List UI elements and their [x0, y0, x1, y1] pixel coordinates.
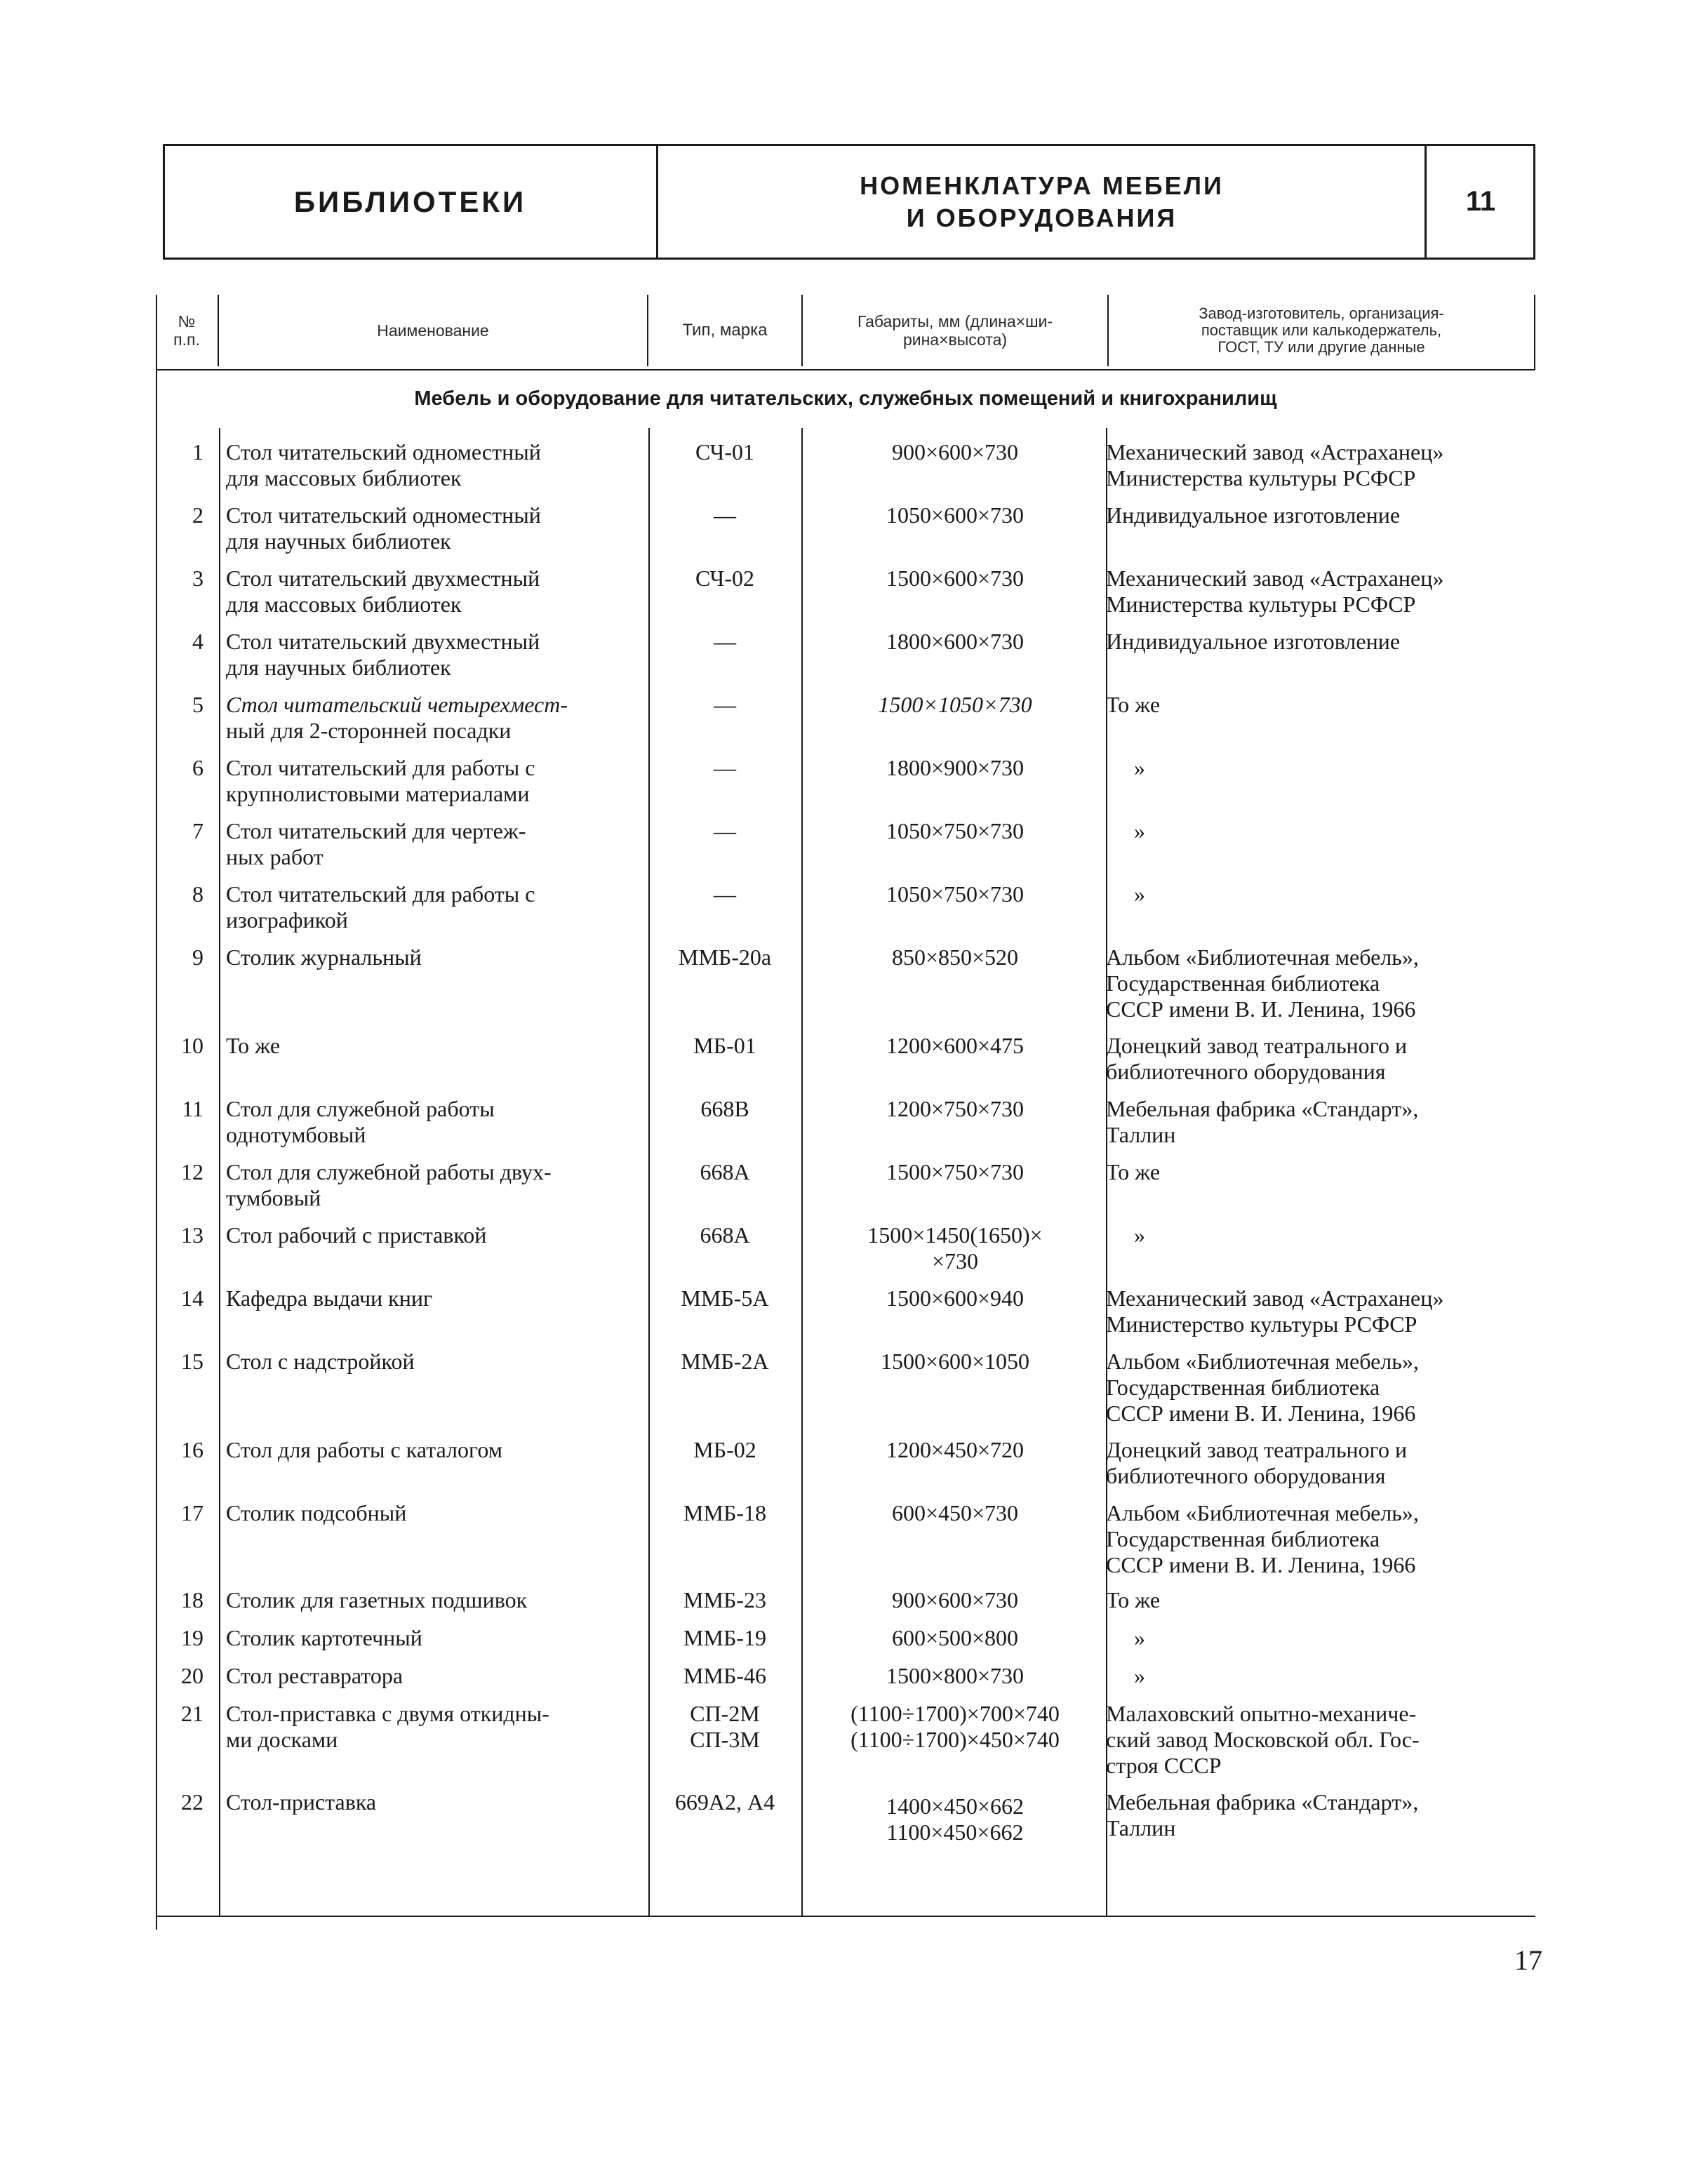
- item-type: [648, 1701, 801, 1753]
- item-dimensions: 1500×600×1050: [880, 1349, 1030, 1374]
- item-maker-line: »: [1134, 1663, 1145, 1688]
- item-maker-line: ский завод Московской обл. Гос-: [1106, 1727, 1420, 1752]
- item-dimensions: [803, 1222, 1107, 1274]
- sheet-number: 11: [1465, 186, 1496, 217]
- item-maker-line: Донецкий завод театрального и: [1106, 1437, 1408, 1462]
- item-maker-line: Индивидуальное изготовление: [1106, 629, 1401, 654]
- item-maker-line: Альбом «Библиотечная мебель»,: [1106, 944, 1419, 970]
- item-maker: [1106, 629, 1527, 655]
- item-name-line: Кафедра выдачи книг: [226, 1285, 433, 1311]
- item-maker: [1106, 566, 1527, 617]
- item-name-line: Стол читательский одноместный: [226, 439, 541, 465]
- item-dimensions: 1800×600×730: [886, 629, 1025, 654]
- item-maker-line: Министерства культуры РСФСР: [1106, 465, 1416, 490]
- item-maker: [1106, 1701, 1527, 1779]
- row-number: 3: [192, 566, 204, 591]
- item-maker-line: библиотечного оборудования: [1106, 1059, 1386, 1084]
- item-name-line: ных работ: [226, 844, 323, 869]
- item-maker-line: Альбом «Библиотечная мебель»,: [1106, 1500, 1419, 1525]
- item-dimensions-line: 1100×450×662: [886, 1819, 1024, 1845]
- col-header-line: №: [178, 312, 196, 330]
- row-number: 10: [181, 1033, 204, 1058]
- row-number: 8: [192, 881, 204, 907]
- item-maker-line: »: [1134, 881, 1145, 907]
- item-maker-line: Государственная библиотека: [1106, 1526, 1380, 1551]
- row-number: 2: [192, 502, 204, 528]
- col-header-dims: [803, 295, 1107, 366]
- item-maker-line: Мебельная фабрика «Стандарт»,: [1106, 1096, 1419, 1121]
- row-number: 18: [181, 1587, 204, 1612]
- row-number: 11: [182, 1096, 204, 1121]
- col-header-line: поставщик или калькодержатель,: [1201, 321, 1442, 339]
- item-maker-line: »: [1134, 1222, 1145, 1248]
- item-name-line: Стол-приставка с двумя откидны-: [226, 1701, 549, 1726]
- item-maker-line: Альбом «Библиотечная мебель»,: [1106, 1349, 1419, 1374]
- item-maker-line: Механический завод «Астраханец»: [1106, 439, 1444, 465]
- item-type: СЧ-02: [695, 566, 754, 591]
- item-maker: [1106, 502, 1527, 528]
- item-maker-line: Малаховский опытно-механиче-: [1106, 1701, 1417, 1726]
- row-number: 19: [181, 1625, 204, 1650]
- item-dimensions: 850×850×520: [891, 944, 1019, 970]
- item-dimensions-line: 1400×450×662: [886, 1793, 1025, 1819]
- item-dimensions: 900×600×730: [891, 439, 1019, 465]
- item-name-line: для научных библиотек: [226, 655, 451, 680]
- row-number: 12: [181, 1159, 204, 1184]
- item-name-line: однотумбовый: [226, 1122, 366, 1147]
- row-number: 15: [181, 1349, 204, 1374]
- item-maker-line: »: [1134, 755, 1145, 780]
- item-name-line: тумбовый: [226, 1185, 321, 1210]
- row-number: 13: [181, 1222, 204, 1248]
- row-number: 6: [192, 755, 204, 780]
- item-name-line: для массовых библиотек: [226, 592, 462, 617]
- page-number: 17: [1514, 1944, 1542, 1976]
- item-type: 668А: [700, 1222, 750, 1248]
- col-header-name: Наименование: [377, 321, 489, 340]
- item-type: —: [714, 818, 736, 843]
- document-title-line: И ОБОРУДОВАНИЯ: [906, 203, 1177, 232]
- item-maker: [1106, 1222, 1555, 1248]
- item-dimensions: 1500×750×730: [886, 1159, 1025, 1184]
- item-maker: [1106, 1663, 1555, 1689]
- item-maker: [1106, 1437, 1527, 1489]
- item-dimensions: 1500×600×940: [886, 1285, 1025, 1311]
- section-heading: Мебель и оборудование для читательских, служебных помещений и книгохранилищ: [414, 387, 1277, 410]
- item-name-line: Стол читательский двухместный: [226, 566, 540, 591]
- item-maker: [1106, 755, 1555, 781]
- col-header-type: Тип, марка: [682, 321, 768, 340]
- item-type: 669А2, А4: [674, 1789, 775, 1815]
- item-maker-line: Министерства культуры РСФСР: [1106, 592, 1416, 617]
- item-name-line: ми досками: [226, 1727, 338, 1752]
- item-type: —: [714, 502, 736, 528]
- col-header-line: ГОСТ, ТУ или другие данные: [1217, 338, 1425, 356]
- item-type-line: СП-3М: [690, 1727, 760, 1752]
- item-type: ММБ-18: [683, 1500, 766, 1525]
- item-name-line: То же: [226, 1033, 281, 1058]
- row-number: 5: [192, 692, 204, 717]
- item-name-line: Стол для работы с каталогом: [226, 1437, 502, 1462]
- item-name-line: для массовых библиотек: [226, 465, 462, 490]
- item-maker-line: »: [1134, 818, 1145, 843]
- item-type: СЧ-01: [695, 439, 754, 465]
- item-dimensions-line: ×730: [931, 1248, 979, 1274]
- item-maker-line: Механический завод «Астраханец»: [1106, 566, 1444, 591]
- row-number: 21: [181, 1701, 204, 1726]
- item-dimensions: [803, 1701, 1107, 1753]
- item-maker: [1106, 692, 1527, 718]
- item-name-line: Стол для служебной работы: [226, 1096, 495, 1121]
- item-dimensions: 1500×1050×730: [878, 692, 1032, 717]
- item-dimensions: 1050×750×730: [886, 881, 1025, 907]
- item-name-line: для научных библиотек: [226, 528, 451, 554]
- item-dimensions-line: (1100÷1700)×450×740: [850, 1727, 1060, 1752]
- item-name-line: Столик журнальный: [226, 944, 422, 970]
- item-dimensions: 1800×900×730: [886, 755, 1025, 780]
- item-maker: [1106, 1625, 1555, 1651]
- item-maker-line: Донецкий завод театрального и: [1106, 1033, 1408, 1058]
- item-dimensions: 1200×600×475: [886, 1033, 1025, 1058]
- item-type: ММБ-5А: [681, 1285, 769, 1311]
- row-number: 14: [181, 1285, 204, 1311]
- item-maker-line: Таллин: [1106, 1122, 1176, 1147]
- item-dimensions-line: (1100÷1700)×700×740: [850, 1701, 1060, 1726]
- item-maker: [1106, 1033, 1527, 1085]
- column-divider: [219, 428, 220, 1916]
- item-name-line: Стол читательский одноместный: [226, 502, 541, 528]
- document-title-line: НОМЕНКЛАТУРА МЕБЕЛИ: [860, 171, 1224, 200]
- item-name-line: Стол с надстройкой: [226, 1349, 415, 1374]
- item-type: МБ-01: [693, 1033, 756, 1058]
- furniture-table: [156, 295, 1535, 1930]
- row-number: 4: [192, 629, 204, 654]
- item-maker-line: То же: [1106, 692, 1161, 717]
- item-maker-line: Мебельная фабрика «Стандарт»,: [1106, 1789, 1419, 1815]
- item-maker: [1106, 1587, 1527, 1613]
- item-maker: [1106, 881, 1555, 907]
- item-name-line: Столик подсобный: [226, 1500, 407, 1525]
- item-type: 668В: [700, 1096, 749, 1121]
- item-name-line: Столик для газетных подшивок: [226, 1587, 528, 1612]
- item-dimensions: 1200×750×730: [886, 1096, 1025, 1121]
- item-name-line: изографикой: [226, 907, 348, 933]
- item-maker-line: Государственная библиотека: [1106, 1375, 1380, 1400]
- section-title: БИБЛИОТЕКИ: [293, 185, 527, 218]
- col-header-num: [156, 295, 218, 366]
- item-type: ММБ-20а: [678, 944, 772, 970]
- item-maker-line: Министерство культуры РСФСР: [1106, 1311, 1417, 1337]
- item-dimensions: 1050×750×730: [886, 818, 1025, 843]
- col-header-maker: [1109, 295, 1534, 366]
- item-maker-line: СССР имени В. И. Ленина, 1966: [1106, 1552, 1416, 1577]
- item-dimensions: 1500×600×730: [886, 566, 1025, 591]
- item-dimensions: 900×600×730: [891, 1587, 1019, 1612]
- document-title: [658, 144, 1426, 260]
- item-type: 668А: [700, 1159, 750, 1184]
- item-dimensions: 600×450×730: [891, 1500, 1019, 1525]
- item-dimensions: 1050×600×730: [886, 502, 1025, 528]
- row-number: 7: [192, 818, 204, 843]
- item-type-line: СП-2М: [690, 1701, 760, 1726]
- item-type: МБ-02: [693, 1437, 756, 1462]
- item-name-line: Стол читательский для чертеж-: [226, 818, 526, 843]
- row-number: 17: [181, 1500, 204, 1525]
- item-type: ММБ-19: [683, 1625, 766, 1650]
- item-name-line: Стол читательский четырехмест-: [226, 692, 568, 717]
- item-name-line: Стол для служебной работы двух-: [226, 1159, 552, 1184]
- item-type: —: [714, 755, 736, 780]
- item-maker: [1106, 1349, 1527, 1427]
- item-name-line: Столик картотечный: [226, 1625, 422, 1650]
- row-number: 1: [192, 439, 204, 465]
- table-border-right: [1534, 295, 1535, 370]
- item-maker-line: То же: [1106, 1587, 1161, 1612]
- item-maker: [1106, 1096, 1527, 1148]
- item-maker-line: библиотечного оборудования: [1106, 1463, 1386, 1488]
- item-dimensions: 1200×450×720: [886, 1437, 1025, 1462]
- item-maker-line: СССР имени В. И. Ленина, 1966: [1106, 1401, 1416, 1426]
- item-name-line: Стол-приставка: [226, 1789, 377, 1815]
- item-type: —: [714, 692, 736, 717]
- item-dimensions-line: 1500×1450(1650)×: [867, 1222, 1043, 1248]
- item-name-line: Стол читательский для работы с: [226, 755, 535, 780]
- item-name-line: Стол читательский для работы с: [226, 881, 535, 907]
- item-name-line: Стол рабочий с приставкой: [226, 1222, 487, 1248]
- item-name-line: Стол реставратора: [226, 1663, 403, 1688]
- header-bottom-rule: [156, 369, 1535, 370]
- row-number: 20: [181, 1663, 204, 1688]
- item-maker-line: Индивидуальное изготовление: [1106, 502, 1401, 528]
- item-type: ММБ-46: [683, 1663, 766, 1688]
- item-dimensions: [803, 1793, 1107, 1845]
- col-header-line: рина×высота): [902, 330, 1008, 349]
- col-header-line: п.п.: [173, 330, 200, 349]
- item-maker: [1106, 1159, 1527, 1185]
- table-bottom-rule: [156, 1916, 1535, 1917]
- row-number: 16: [181, 1437, 204, 1462]
- row-number: 9: [192, 944, 204, 970]
- item-type: ММБ-2А: [681, 1349, 769, 1374]
- row-number: 22: [181, 1789, 204, 1815]
- item-maker-line: »: [1134, 1625, 1145, 1650]
- item-maker: [1106, 1789, 1527, 1841]
- item-name-line: крупнолистовыми материалами: [226, 781, 530, 806]
- item-maker-line: строя СССР: [1106, 1753, 1222, 1778]
- item-maker: [1106, 818, 1555, 844]
- item-type: ММБ-23: [683, 1587, 766, 1612]
- item-dimensions: 600×500×800: [891, 1625, 1019, 1650]
- item-name-line: ный для 2-сторонней посадки: [226, 718, 512, 743]
- item-maker-line: СССР имени В. И. Ленина, 1966: [1106, 996, 1416, 1022]
- item-maker: [1106, 1500, 1527, 1578]
- item-maker: [1106, 1285, 1527, 1337]
- item-type: —: [714, 629, 736, 654]
- col-header-line: Завод-изготовитель, организация-: [1199, 305, 1444, 322]
- item-maker: [1106, 439, 1527, 491]
- item-maker: [1106, 944, 1527, 1022]
- item-name-line: Стол читательский двухместный: [226, 629, 540, 654]
- item-maker-line: Механический завод «Астраханец»: [1106, 1285, 1444, 1311]
- item-maker-line: То же: [1106, 1159, 1161, 1184]
- item-dimensions: 1500×800×730: [886, 1663, 1025, 1688]
- col-header-line: Габариты, мм (длина×ши-: [857, 312, 1053, 330]
- item-maker-line: Таллин: [1106, 1815, 1176, 1841]
- item-maker-line: Государственная библиотека: [1106, 970, 1380, 996]
- item-type: —: [714, 881, 736, 907]
- page-header: [163, 144, 1535, 260]
